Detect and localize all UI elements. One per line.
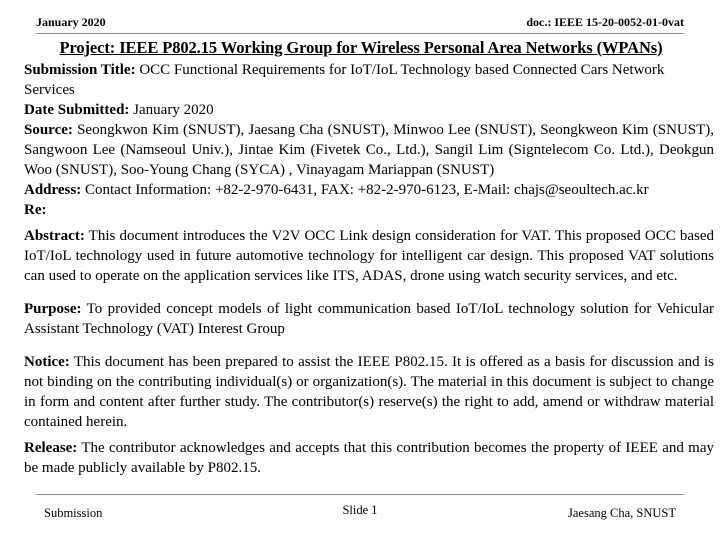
footer-submission: Submission	[44, 506, 103, 520]
abstract-value: This document introduces the V2V OCC Link design consideration for VAT. This proposed OCC based IoT/IoL technology used in future automotive technology for intelligent car design. This proposed VAT solutions can used to operate on the application services like ITS, ADAS, drone using watch security services, and etc.	[24, 228, 714, 284]
abstract-label: Abstract:	[24, 228, 85, 244]
address-label: Address:	[24, 182, 82, 198]
abstract	[24, 226, 714, 286]
header-doc-id: doc.: IEEE 15-20-0052-01-0vat	[526, 15, 684, 29]
re-label: Re:	[24, 202, 47, 218]
project-title: Project: IEEE P802.15 Working Group for Wireless Personal Area Networks (WPANs)	[59, 38, 663, 57]
footer-divider	[36, 494, 684, 495]
submission-title	[24, 60, 714, 100]
purpose	[24, 299, 714, 339]
re	[24, 200, 714, 220]
footer-author: Jaesang Cha, SNUST	[568, 506, 676, 520]
header-date: January 2020	[36, 15, 106, 29]
source-value: Seongkwon Kim (SNUST), Jaesang Cha (SNUST), Minwoo Lee (SNUST), Seongkweon Kim (SNUST), Sangwoon Lee (Namseoul Univ.), Jintae Kim (Fivetek Co., Ltd.), Sangil Lim (Signtelecom Co. Ltd.), Deokgun Woo (SNUST), Soo-Young Chang (SYCA) , Vinayagam Mariappan (SNUST)	[24, 122, 715, 178]
address-value: Contact Information: +82-2-970-6431, FAX: +82-2-970-6123, E-Mail: chajs@seoultech.ac.kr	[84, 182, 649, 198]
address	[24, 180, 714, 200]
notice	[24, 352, 714, 432]
notice-label: Notice:	[24, 354, 70, 370]
slide-number: Slide 1	[342, 503, 378, 517]
release-value: The contributor acknowledges and accepts that this contribution becomes the property of IEEE and may be made publicly available by P802.15.	[24, 440, 714, 476]
release	[24, 438, 714, 478]
date-submitted-label: Date Submitted:	[24, 102, 130, 118]
release-label: Release:	[24, 440, 78, 456]
source	[24, 120, 714, 180]
submission-title-value: OCC Functional Requirements for IoT/IoL Technology based Connected Cars Network Services	[24, 62, 665, 98]
date-submitted	[24, 100, 714, 120]
notice-value: This document has been prepared to assist the IEEE P802.15. It is offered as a basis for discussion and is not binding on the contributing individual(s) or organization(s). The material in this document is subject to change in form and content after further study. The contributor(s) reserve(s) the right to add, amend or withdraw material contained herein.	[24, 354, 714, 430]
document-body	[24, 60, 714, 478]
header-divider	[36, 33, 684, 34]
date-submitted-value: January 2020	[133, 102, 214, 118]
submission-title-label: Submission Title:	[24, 62, 136, 78]
source-label: Source:	[24, 122, 73, 138]
purpose-value: To provided concept models of light communication based IoT/IoL technology solution for Vehicular Assistant Technology (VAT) Interest Group	[24, 301, 714, 337]
purpose-label: Purpose:	[24, 301, 82, 317]
